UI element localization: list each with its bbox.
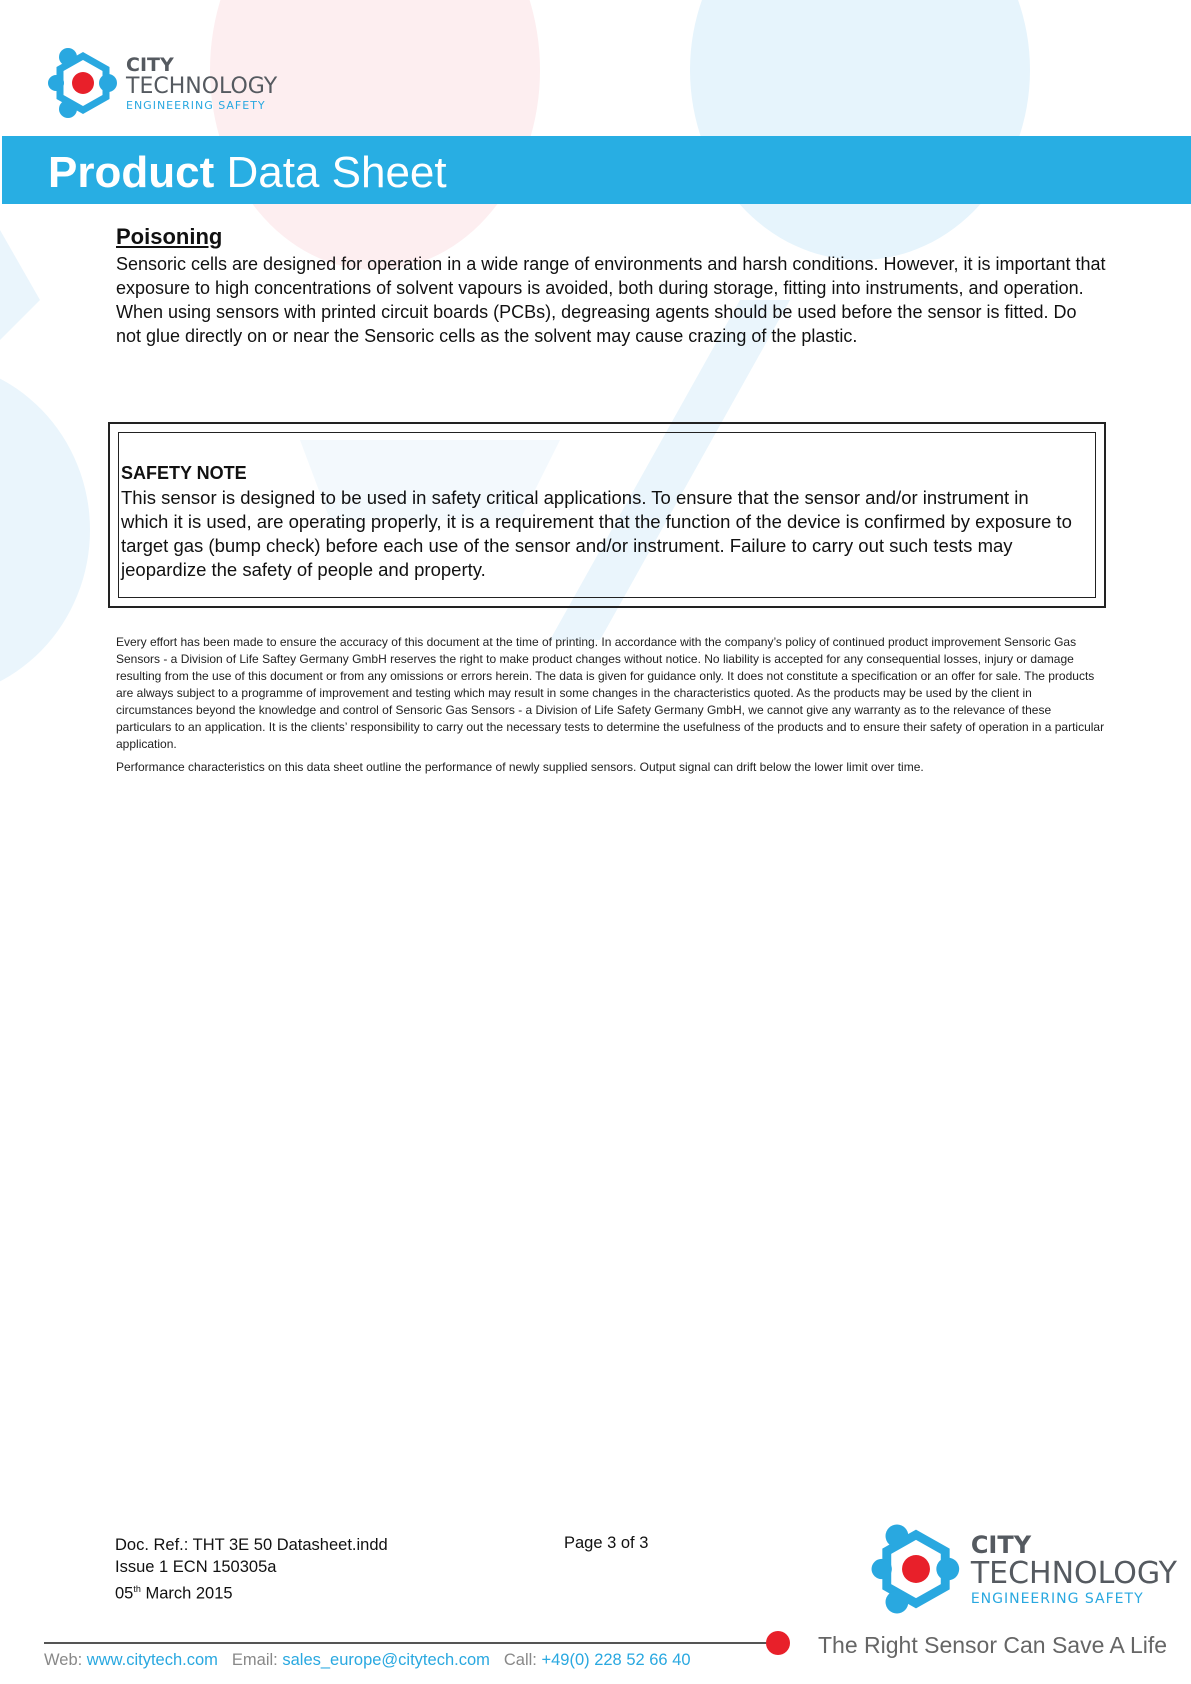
email-link[interactable]: sales_europe@citytech.com [282, 1651, 490, 1669]
logo-tagline: ENGINEERING SAFETY [126, 98, 266, 112]
web-link[interactable]: www.citytech.com [86, 1651, 218, 1669]
poisoning-paragraph-2: When using sensors with printed circuit boards (PCBs), degreasing agents should be used before the sensor is fitted. Do not glue directly on or near the Sensoric cells as the solvent may cause crazing of the plastic. [116, 302, 1077, 346]
poisoning-section [116, 224, 1106, 348]
disclaimer-paragraph-2: Performance characteristics on this data sheet outline the performance of newly supplied sensors. Output signal can drift below the lower limit over time. [116, 760, 924, 774]
document-info [115, 1534, 388, 1605]
logo-city-text: CITY [126, 53, 174, 76]
footer-slogan: The Right Sensor Can Save A Life [818, 1632, 1168, 1658]
red-dot-icon [766, 1631, 790, 1655]
disclaimer-paragraph-1: Every effort has been made to ensure the accuracy of this document at the time of printing. In accordance with the company’s policy of continued product improvement Sensoric Gas Sensors - a Division of Life Saftey Germany GmbH reserves the right to make product changes without notice. No liability is accepted for any consequential losses, injury or damage resulting from the use of this document or from any omissions or errors herein. The data is given for guidance only. It does not constitute a specification or an offer for sale. The products are always subject to a programme of improvement and testing which may result in some changes in the characteristics quoted. As the products may be used by the client in circumstances beyond the knowledge and control of Sensoric Gas Sensors - a Division of Life Safety Germany GmbH, we cannot give any warranty as to the relevance of these particulars to an application. It is the clients’ responsibility to carry out the necessary tests to determine the usefulness of the products and to ensure their safety of operation in a particular application. [116, 635, 1105, 751]
safety-note-inner [118, 432, 1096, 598]
safety-note-box [108, 422, 1106, 608]
logo-city-text: CITY [970, 1530, 1032, 1559]
page-number: Page 3 of 3 [564, 1534, 649, 1552]
disclaimer [116, 634, 1106, 782]
issue-number: Issue 1 ECN 150305a [115, 1558, 277, 1576]
company-logo-footer [871, 1522, 1177, 1616]
footer-divider [44, 1642, 774, 1644]
poisoning-paragraph-1: Sensoric cells are designed for operation in a wide range of environments and harsh conditions. However, it is important that exposure to high concentrations of solvent vapours is avoided, both during storage, fitting into instruments, and operation. [116, 254, 1106, 298]
logo-tagline: ENGINEERING SAFETY [970, 1590, 1144, 1607]
issue-date: 05th March 2015 [115, 1584, 233, 1603]
web-label: Web: [44, 1651, 87, 1669]
safety-note-text: This sensor is designed to be used in safety critical applications. To ensure that the sensor and/or instrument in which it is used, are operating properly, it is a requirement that the function of the device is confirmed by exposure to target gas (bump check) before each use of the sensor and/or instrument. Failure to carry out such tests may jeopardize the safety of people and property. [121, 487, 1072, 580]
logo-technology-text: TECHNOLOGY [970, 1555, 1177, 1591]
doc-ref: Doc. Ref.: THT 3E 50 Datasheet.indd [115, 1536, 388, 1554]
logo-technology-text: TECHNOLOGY [126, 73, 278, 99]
page-title: Product Data Sheet [48, 148, 447, 197]
safety-note-title: SAFETY NOTE [121, 463, 247, 483]
title-banner [2, 136, 1191, 204]
company-logo [48, 46, 277, 120]
hexagon-logo-icon [871, 1522, 961, 1616]
call-label: Call: [503, 1651, 542, 1669]
email-label: Email: [231, 1651, 283, 1669]
section-heading: Poisoning [116, 224, 223, 249]
phone-link[interactable]: +49(0) 228 52 66 40 [541, 1651, 691, 1669]
hexagon-logo-icon [48, 46, 118, 120]
footer-contact [44, 1651, 691, 1670]
